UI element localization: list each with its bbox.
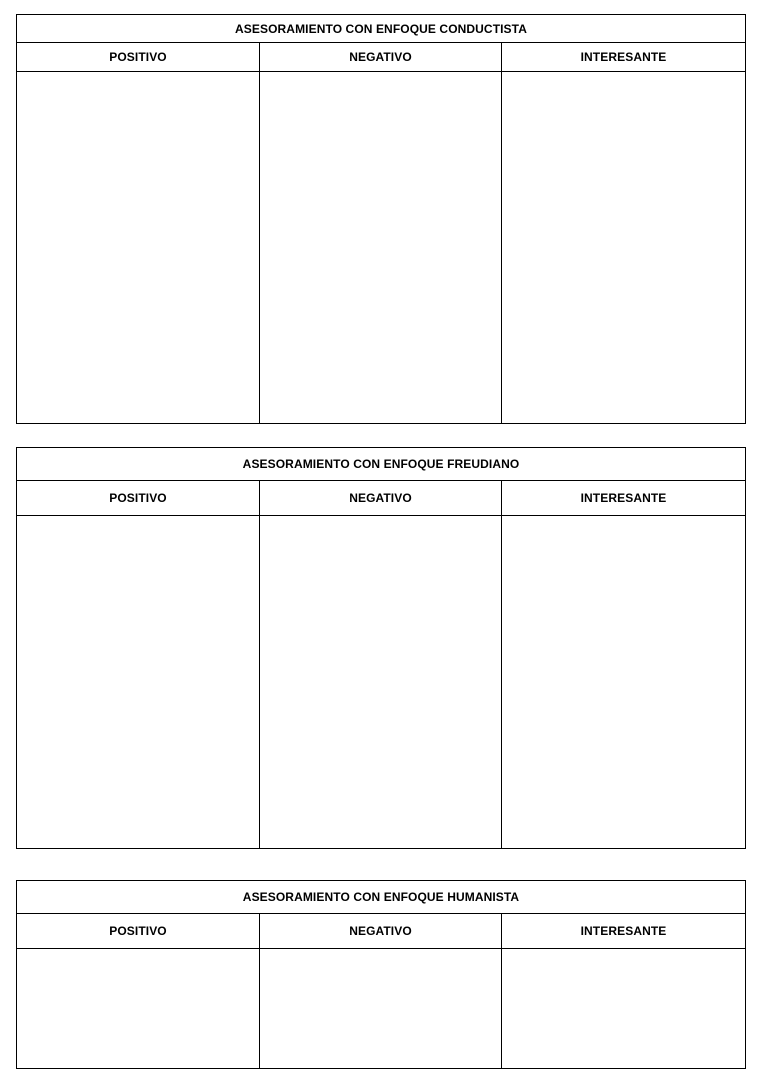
column-header-negativo: NEGATIVO: [260, 914, 502, 949]
column-header-negativo: NEGATIVO: [260, 43, 502, 72]
column-header-interesante: INTERESANTE: [502, 481, 746, 516]
cell-positivo[interactable]: [17, 516, 260, 849]
table-title: ASESORAMIENTO CON ENFOQUE CONDUCTISTA: [17, 15, 746, 43]
cell-interesante[interactable]: [502, 72, 746, 424]
cell-interesante[interactable]: [502, 516, 746, 849]
column-header-row: [17, 914, 746, 949]
column-header-negativo: NEGATIVO: [260, 481, 502, 516]
column-header-interesante: INTERESANTE: [502, 914, 746, 949]
table-title: ASESORAMIENTO CON ENFOQUE HUMANISTA: [17, 881, 746, 914]
table-body-row: [17, 949, 746, 1069]
table-body-row: [17, 516, 746, 849]
cell-interesante[interactable]: [502, 949, 746, 1069]
column-header-positivo: POSITIVO: [17, 914, 260, 949]
cell-positivo[interactable]: [17, 949, 260, 1069]
table-title-row: [17, 881, 746, 914]
column-header-positivo: POSITIVO: [17, 481, 260, 516]
cell-negativo[interactable]: [260, 72, 502, 424]
table-title-row: [17, 15, 746, 43]
cell-negativo[interactable]: [260, 949, 502, 1069]
cell-positivo[interactable]: [17, 72, 260, 424]
cell-negativo[interactable]: [260, 516, 502, 849]
table-body-row: [17, 72, 746, 424]
table-freudiano: [16, 447, 746, 849]
column-header-row: [17, 43, 746, 72]
table-humanista: [16, 880, 746, 1069]
column-header-row: [17, 481, 746, 516]
column-header-positivo: POSITIVO: [17, 43, 260, 72]
table-title: ASESORAMIENTO CON ENFOQUE FREUDIANO: [17, 448, 746, 481]
column-header-interesante: INTERESANTE: [502, 43, 746, 72]
table-title-row: [17, 448, 746, 481]
table-conductista: [16, 14, 746, 424]
